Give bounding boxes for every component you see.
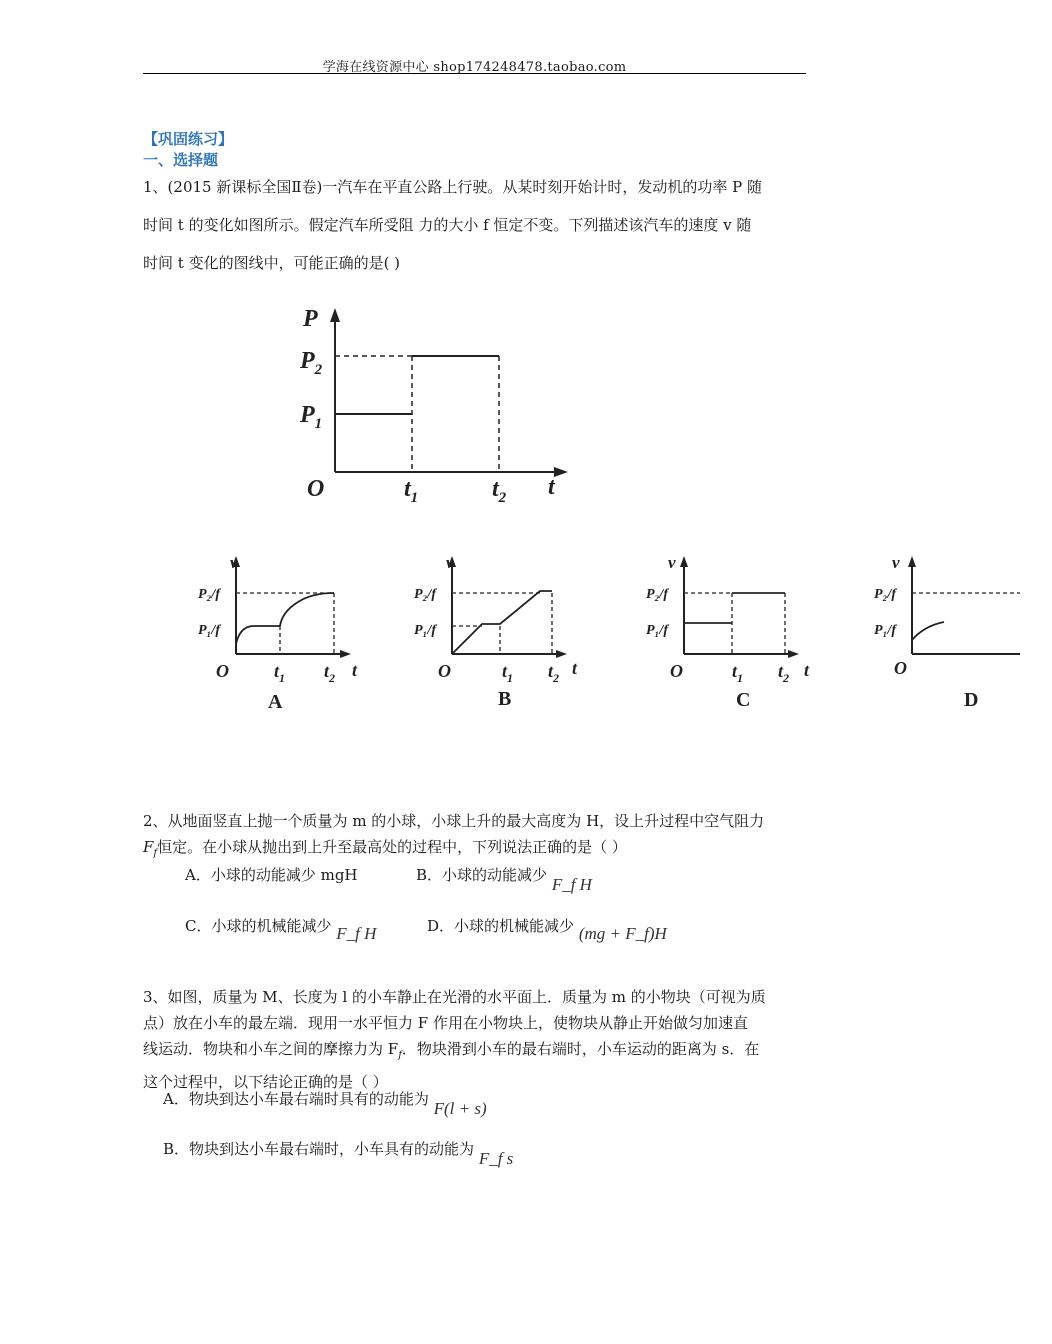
main-y-axis-label: P (303, 306, 318, 332)
header-rule (143, 73, 806, 74)
graph-c-p1f-label: P₁/f (646, 623, 668, 638)
graph-b-x-label: t (572, 658, 578, 678)
main-origin-label: O (307, 476, 325, 502)
option-d-label: D (964, 689, 979, 711)
option-b-label: B (498, 688, 512, 710)
main-p1-label: $P_1$ (300, 402, 323, 432)
graph-d-p2f-label: P₂/f (874, 587, 896, 602)
graph-b-y-label: v (446, 553, 454, 572)
graph-a-t1-label: $t_1$ (274, 661, 286, 685)
main-t2-label: $t_2$ (492, 476, 507, 506)
main-p2-label: $P_2$ (300, 348, 323, 378)
graph-a-t2-label: $t_2$ (324, 661, 336, 685)
graph-b-t1-label: $t_1$ (502, 661, 514, 685)
q3-line-4: 这个过程中，以下结论正确的是（ ） (143, 1073, 388, 1091)
q2-option-d: D．小球的机械能减少 (mg + F_f)H (427, 917, 667, 943)
question-1 (143, 168, 807, 282)
q2-option-b-formula: F_f H (551, 875, 592, 894)
question-3 (143, 984, 807, 1095)
q3-option-b-formula: F_f s (478, 1149, 514, 1168)
graph-d-p1f-label: P₁/f (874, 623, 896, 638)
graph-c-origin-label: O (670, 661, 683, 681)
graph-d (872, 550, 1052, 715)
graph-b (412, 550, 592, 715)
q3-line-1: 3、如图，质量为 M、长度为 l 的小车静止在光滑的水平面上．质量为 m 的小物块（可视为质 (143, 988, 766, 1006)
q2-option-c-formula: F_f H (336, 924, 377, 943)
q2-option-c: C．小球的机械能减少 F_f H (185, 917, 377, 943)
graph-a (196, 550, 376, 715)
subsection-title: 一、选择题 (143, 151, 219, 169)
graph-d-origin-label: O (894, 658, 907, 678)
graph-a-y-label: v (230, 553, 238, 572)
graph-a-p1f-label: P₁/f (198, 623, 220, 638)
graph-c (644, 550, 824, 715)
graph-c-t1-label: $t_1$ (732, 661, 744, 685)
graph-c-p2f-label: P₂/f (646, 587, 668, 602)
graph-b-p1f-label: P₁/f (414, 623, 436, 638)
q1-line-2: 时间 t 的变化如图所示。假定汽车所受阻 力的大小 f 恒定不变。下列描述该汽车的速度 v 随 (143, 216, 752, 234)
q2-line-2: $F_f$恒定。在小球从抛出到上升至最高处的过程中，下列说法正确的是（ ） (143, 838, 627, 859)
graph-b-origin-label: O (438, 661, 451, 681)
graph-a-x-label: t (352, 660, 358, 680)
q3-line-2: 点）放在小车的最左端．现用一水平恒力 F 作用在小物块上，使物块从静止开始做匀加速直 (143, 1014, 748, 1032)
graph-c-t2-label: $t_2$ (778, 661, 790, 685)
graph-b-p2f-label: P₂/f (414, 587, 436, 602)
q2-line-1: 2、从地面竖直上抛一个质量为 m 的小球，小球上升的最大高度为 H，设上升过程中空气阻力 (143, 812, 765, 830)
q2-option-a: A．小球的动能减少 mgH (185, 866, 358, 884)
option-a-label: A (268, 691, 283, 713)
main-x-axis-label: t (548, 474, 555, 500)
option-graphs (0, 550, 979, 720)
q1-line-1: 1、(2015 新课标全国Ⅱ卷)一汽车在平直公路上行驶。从某时刻开始计时，发动机的功率 P 随 (143, 178, 763, 196)
option-c-label: C (736, 689, 751, 711)
graph-c-x-label: t (804, 660, 810, 680)
graph-b-t2-label: $t_2$ (548, 661, 560, 685)
question-2 (143, 808, 807, 867)
section-title: 【巩固练习】 (143, 130, 234, 148)
q3-option-b: B．物块到达小车最右端时，小车具有的动能为 F_f s (163, 1140, 514, 1168)
graph-d-y-label: v (892, 553, 900, 572)
q2-option-b: B．小球的动能减少 F_f H (416, 866, 592, 894)
q3-line-3: 线运动．物块和小车之间的摩擦力为 $F_f$．物块滑到小车的最右端时，小车运动的距离为 s．在 (143, 1040, 760, 1061)
power-time-graph (290, 300, 580, 510)
q1-line-3: 时间 t 变化的图线中，可能正确的是( ) (143, 254, 401, 272)
q3-option-a: A．物块到达小车最右端时具有的动能为 F(l + s) (163, 1090, 487, 1118)
q3-option-a-formula: F(l + s) (433, 1099, 487, 1118)
graph-c-y-label: v (668, 553, 676, 572)
q2-option-d-formula: (mg + F_f)H (578, 924, 667, 943)
graph-a-origin-label: O (216, 661, 229, 681)
page-header: 学海在线资源中心 shop174248478.taobao.com (322, 60, 627, 75)
main-t1-label: $t_1$ (404, 476, 419, 506)
graph-a-p2f-label: P₂/f (198, 587, 220, 602)
